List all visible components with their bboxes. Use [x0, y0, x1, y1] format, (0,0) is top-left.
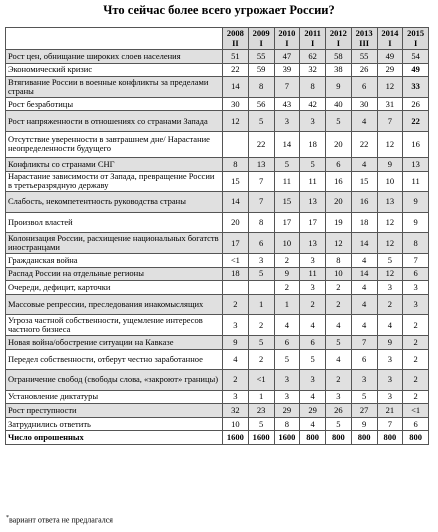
cell-value: 4 [326, 349, 352, 370]
cell-value: 7 [377, 417, 403, 431]
cell-value: 5 [274, 349, 300, 370]
total-row [6, 431, 429, 445]
row-label: Гражданская война [6, 253, 223, 267]
cell-value: 3 [377, 390, 403, 404]
cell-value: 9 [377, 157, 403, 171]
cell-value: 58 [326, 50, 352, 64]
cell-value: 26 [326, 404, 352, 418]
cell-value: 20 [326, 131, 352, 157]
column-header [326, 28, 352, 50]
cell-value: 5 [248, 111, 274, 132]
cell-value: 2 [403, 370, 429, 391]
cell-value: 8 [326, 253, 352, 267]
table-row [6, 281, 429, 295]
total-value: 800 [326, 431, 352, 445]
cell-value: 3 [377, 370, 403, 391]
cell-value: 14 [351, 267, 377, 281]
footnote-text: вариант ответа не предлагался [9, 515, 113, 525]
cell-value: 2 [223, 294, 249, 315]
cell-value: 11 [274, 171, 300, 192]
cell-value: 17 [300, 212, 326, 233]
cell-value: 27 [351, 404, 377, 418]
cell-value: 6 [403, 417, 429, 431]
table-row [6, 192, 429, 213]
header-corner [6, 28, 223, 50]
cell-value: 2 [326, 370, 352, 391]
cell-value: 5 [377, 253, 403, 267]
cell-value: 20 [326, 192, 352, 213]
cell-value: 3 [223, 315, 249, 336]
cell-value: 6 [300, 335, 326, 349]
total-value: 800 [377, 431, 403, 445]
cell-value: 62 [300, 50, 326, 64]
cell-value: 26 [403, 97, 429, 111]
column-year: 2012 [329, 28, 347, 38]
cell-value: 11 [300, 171, 326, 192]
column-year: 2014 [381, 28, 399, 38]
row-label: Угроза частной собственности, ущемление интересов частного бизнеса [6, 315, 223, 336]
footnote-marker: * [6, 515, 9, 521]
cell-value: 12 [377, 131, 403, 157]
cell-value: 13 [300, 192, 326, 213]
cell-value: 4 [223, 349, 249, 370]
footnote [6, 514, 113, 525]
row-label: Затруднились ответить [6, 417, 223, 431]
column-year: 2015 [407, 28, 425, 38]
column-header [403, 28, 429, 50]
cell-value: 7 [351, 335, 377, 349]
cell-value: 7 [274, 77, 300, 98]
cell-value: 4 [351, 294, 377, 315]
cell-value: 9 [274, 267, 300, 281]
cell-value: 22 [403, 111, 429, 132]
row-label: Установление диктатуры [6, 390, 223, 404]
table-row [6, 335, 429, 349]
row-label: Отсутствие уверенности в завтрашнем дне/ Нарастание неопределенности будущего [6, 131, 223, 157]
cell-value: 42 [300, 97, 326, 111]
total-value: 1600 [223, 431, 249, 445]
cell-value: 14 [351, 233, 377, 254]
cell-value: 15 [223, 171, 249, 192]
cell-value: 23 [248, 404, 274, 418]
total-label: Число опрошенных [6, 431, 223, 445]
page-title: Что сейчас более всего угрожает России? [103, 3, 335, 17]
cell-value: 3 [274, 111, 300, 132]
cell-value: 4 [377, 315, 403, 336]
column-header [223, 28, 249, 50]
survey-table [5, 27, 429, 445]
cell-value: 38 [326, 63, 352, 77]
cell-value: 5 [248, 335, 274, 349]
table-row [6, 157, 429, 171]
cell-value: 3 [300, 370, 326, 391]
row-label: Нарастание зависимости от Запада, превращение России в третьеразрядную державу [6, 171, 223, 192]
cell-value: 3 [377, 281, 403, 295]
cell-value [223, 131, 249, 157]
cell-value: 55 [248, 50, 274, 64]
header-row [6, 28, 429, 50]
cell-value: 6 [351, 349, 377, 370]
cell-value: 11 [403, 171, 429, 192]
cell-value: 29 [300, 404, 326, 418]
table-row [6, 63, 429, 77]
cell-value: 55 [351, 50, 377, 64]
cell-value: 12 [377, 233, 403, 254]
cell-value: 2 [326, 294, 352, 315]
row-label: Рост напряженности в отношениях со странами Запада [6, 111, 223, 132]
cell-value: 3 [403, 294, 429, 315]
cell-value: 6 [274, 335, 300, 349]
row-label: Распад России на отдельные регионы [6, 267, 223, 281]
cell-value: 10 [326, 267, 352, 281]
cell-value: 14 [223, 77, 249, 98]
total-value: 1600 [274, 431, 300, 445]
cell-value: 5 [326, 111, 352, 132]
column-quarter: I [285, 37, 289, 48]
cell-value: 26 [351, 63, 377, 77]
cell-value: 21 [377, 404, 403, 418]
cell-value: 12 [377, 212, 403, 233]
cell-value: 30 [223, 97, 249, 111]
cell-value: 22 [351, 131, 377, 157]
cell-value: 5 [351, 390, 377, 404]
cell-value: 2 [223, 370, 249, 391]
cell-value: 18 [351, 212, 377, 233]
cell-value: 3 [351, 370, 377, 391]
cell-value: 4 [300, 417, 326, 431]
cell-value: 4 [300, 390, 326, 404]
cell-value: 9 [377, 335, 403, 349]
cell-value: 12 [377, 267, 403, 281]
row-label: Втягивание России в военные конфликты за пределами страны [6, 77, 223, 98]
cell-value: 3 [248, 253, 274, 267]
cell-value: 49 [403, 63, 429, 77]
total-value: 800 [403, 431, 429, 445]
cell-value: 16 [326, 171, 352, 192]
row-label: Новая война/обострение ситуации на Кавказе [6, 335, 223, 349]
cell-value: 56 [248, 97, 274, 111]
cell-value: 3 [377, 349, 403, 370]
cell-value: 9 [351, 417, 377, 431]
cell-value: 2 [248, 315, 274, 336]
table-row [6, 212, 429, 233]
cell-value: 8 [274, 417, 300, 431]
cell-value: 5 [326, 335, 352, 349]
cell-value: 18 [223, 267, 249, 281]
cell-value: 10 [274, 233, 300, 254]
column-quarter: I [259, 37, 263, 48]
cell-value: 6 [326, 157, 352, 171]
cell-value: 29 [377, 63, 403, 77]
cell-value: 29 [274, 404, 300, 418]
cell-value: 1 [248, 294, 274, 315]
cell-value: 4 [326, 315, 352, 336]
total-value: 1600 [248, 431, 274, 445]
cell-value: 5 [248, 267, 274, 281]
cell-value: 7 [403, 253, 429, 267]
cell-value: 3 [223, 390, 249, 404]
cell-value: 2 [326, 281, 352, 295]
column-header [274, 28, 300, 50]
row-label: Массовые репрессии, преследования инакомыслящих [6, 294, 223, 315]
cell-value: 8 [248, 212, 274, 233]
row-label: Произвол властей [6, 212, 223, 233]
cell-value: 12 [377, 77, 403, 98]
cell-value: 5 [326, 417, 352, 431]
row-label: Экономический кризис [6, 63, 223, 77]
cell-value: 2 [403, 349, 429, 370]
table-row [6, 404, 429, 418]
cell-value: 5 [300, 157, 326, 171]
cell-value: 9 [403, 192, 429, 213]
cell-value: 5 [248, 417, 274, 431]
cell-value [223, 281, 249, 295]
cell-value: 5 [274, 157, 300, 171]
cell-value: 3 [300, 253, 326, 267]
cell-value: 19 [326, 212, 352, 233]
cell-value: 4 [351, 111, 377, 132]
cell-value: 59 [248, 63, 274, 77]
row-label: Рост цен, обнищание широких слоев населения [6, 50, 223, 64]
column-quarter: I [388, 37, 392, 48]
cell-value: 18 [300, 131, 326, 157]
cell-value: 4 [351, 315, 377, 336]
cell-value: 13 [248, 157, 274, 171]
cell-value: 1 [274, 294, 300, 315]
cell-value: 14 [223, 192, 249, 213]
cell-value: 15 [274, 192, 300, 213]
cell-value: 2 [403, 315, 429, 336]
cell-value: 9 [223, 335, 249, 349]
cell-value: 4 [274, 315, 300, 336]
column-year: 2011 [304, 28, 321, 38]
cell-value: 49 [377, 50, 403, 64]
table-row [6, 315, 429, 336]
cell-value: 9 [403, 212, 429, 233]
cell-value [248, 281, 274, 295]
cell-value: 8 [223, 157, 249, 171]
column-quarter: II [232, 37, 239, 48]
cell-value: 8 [403, 233, 429, 254]
cell-value: 10 [377, 171, 403, 192]
cell-value: 8 [300, 77, 326, 98]
table-row [6, 171, 429, 192]
cell-value: 32 [223, 404, 249, 418]
row-label: Очереди, дефицит, карточки [6, 281, 223, 295]
row-label: Ограничение свобод (свободы слова, «закроют» границы) [6, 370, 223, 391]
column-year: 2008 [226, 28, 244, 38]
cell-value: 12 [326, 233, 352, 254]
column-header [377, 28, 403, 50]
cell-value: 32 [300, 63, 326, 77]
table-row [6, 349, 429, 370]
cell-value: 13 [377, 192, 403, 213]
cell-value: 2 [377, 294, 403, 315]
table-row [6, 77, 429, 98]
cell-value: 2 [403, 390, 429, 404]
cell-value: 40 [326, 97, 352, 111]
cell-value: 11 [300, 267, 326, 281]
cell-value: 47 [274, 50, 300, 64]
cell-value: 2 [248, 349, 274, 370]
cell-value: 12 [223, 111, 249, 132]
table-row [6, 417, 429, 431]
cell-value: 3 [300, 111, 326, 132]
table-row [6, 233, 429, 254]
table-row [6, 267, 429, 281]
cell-value: 4 [300, 315, 326, 336]
table-row [6, 390, 429, 404]
cell-value: 2 [403, 335, 429, 349]
cell-value: 33 [403, 77, 429, 98]
cell-value: 3 [274, 370, 300, 391]
row-label: Колонизация России, расхищение национальных богатств иностранцами [6, 233, 223, 254]
column-year: 2009 [252, 28, 270, 38]
cell-value: 7 [377, 111, 403, 132]
column-year: 2013 [355, 28, 373, 38]
row-label: Рост безработицы [6, 97, 223, 111]
cell-value: 10 [223, 417, 249, 431]
column-quarter: III [359, 37, 370, 48]
cell-value: 30 [351, 97, 377, 111]
cell-value: 3 [403, 281, 429, 295]
cell-value: <1 [248, 370, 274, 391]
row-label: Передел собственности, отберут честно заработанное [6, 349, 223, 370]
table-row [6, 50, 429, 64]
cell-value: 17 [223, 233, 249, 254]
total-value: 800 [300, 431, 326, 445]
cell-value: 31 [377, 97, 403, 111]
cell-value: 4 [351, 157, 377, 171]
total-value: 800 [351, 431, 377, 445]
cell-value: 2 [274, 281, 300, 295]
cell-value: 22 [248, 131, 274, 157]
cell-value: 54 [403, 50, 429, 64]
cell-value: 9 [326, 77, 352, 98]
cell-value: 5 [300, 349, 326, 370]
cell-value: 4 [351, 253, 377, 267]
table-row [6, 253, 429, 267]
cell-value: 1 [248, 390, 274, 404]
cell-value: 3 [300, 281, 326, 295]
column-header [248, 28, 274, 50]
cell-value: 7 [248, 171, 274, 192]
cell-value: 6 [403, 267, 429, 281]
cell-value: 13 [300, 233, 326, 254]
cell-value: 4 [351, 281, 377, 295]
cell-value: 17 [274, 212, 300, 233]
cell-value: 2 [274, 253, 300, 267]
cell-value: 6 [248, 233, 274, 254]
row-label: Конфликты со странами СНГ [6, 157, 223, 171]
cell-value: 14 [274, 131, 300, 157]
cell-value: 8 [248, 77, 274, 98]
table-row [6, 97, 429, 111]
row-label: Слабость, некомпетентность руководства страны [6, 192, 223, 213]
column-header [351, 28, 377, 50]
column-quarter: I [413, 37, 418, 48]
cell-value: 39 [274, 63, 300, 77]
cell-value: 20 [223, 212, 249, 233]
cell-value: 15 [351, 171, 377, 192]
column-quarter: I [310, 37, 315, 48]
table-row [6, 131, 429, 157]
cell-value: 51 [223, 50, 249, 64]
row-label: Рост преступности [6, 404, 223, 418]
column-year: 2010 [278, 28, 296, 38]
column-header [300, 28, 326, 50]
cell-value: 3 [274, 390, 300, 404]
table-row [6, 370, 429, 391]
cell-value: 16 [403, 131, 429, 157]
cell-value: 6 [351, 77, 377, 98]
cell-value: 3 [326, 390, 352, 404]
cell-value: <1 [403, 404, 429, 418]
cell-value: 43 [274, 97, 300, 111]
cell-value: <1 [223, 253, 249, 267]
table-row [6, 111, 429, 132]
cell-value: 13 [403, 157, 429, 171]
cell-value: 7 [248, 192, 274, 213]
column-quarter: I [336, 37, 341, 48]
cell-value: 22 [223, 63, 249, 77]
cell-value: 16 [351, 192, 377, 213]
cell-value: 2 [300, 294, 326, 315]
table-row [6, 294, 429, 315]
